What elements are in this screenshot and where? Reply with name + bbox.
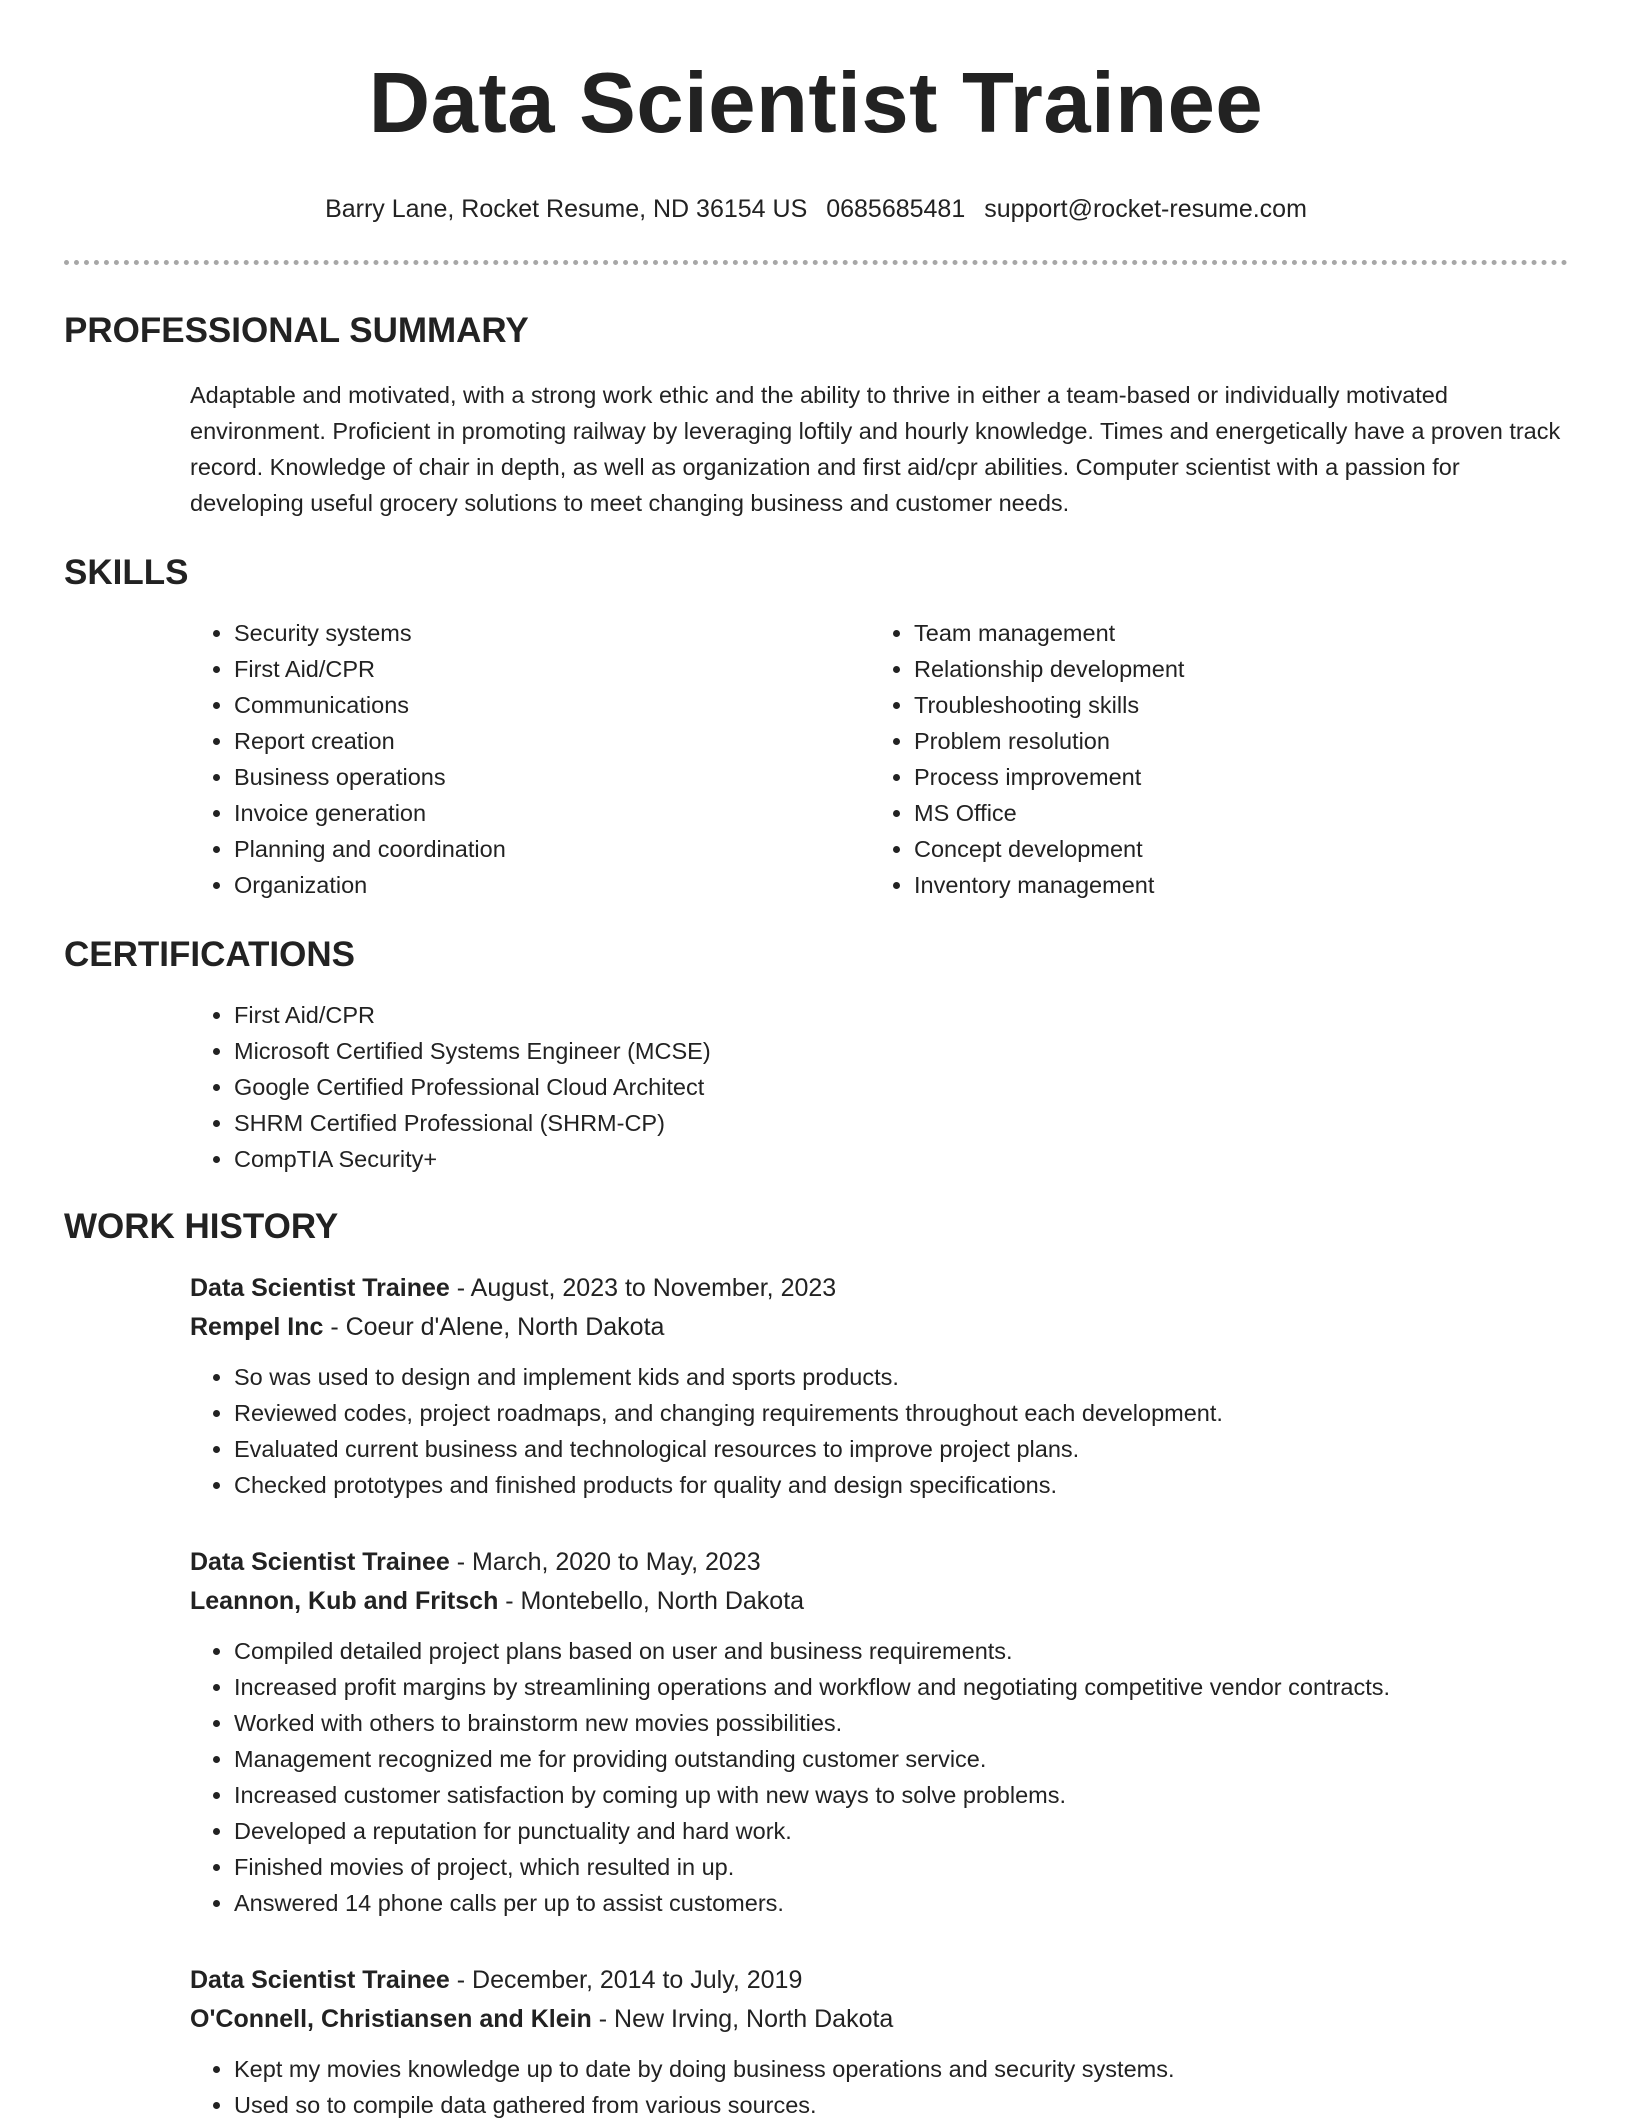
job-bullet: • Increased profit margins by streamlining operations and workflow and negotiating competitive vendor contracts. bbox=[234, 1669, 1568, 1705]
summary-heading: PROFESSIONAL SUMMARY bbox=[64, 311, 529, 350]
work-history-heading: WORK HISTORY bbox=[64, 1207, 339, 1246]
job-bullets bbox=[190, 1359, 1568, 1503]
skill-item: • Security systems bbox=[234, 615, 870, 651]
skill-item: • Concept development bbox=[914, 831, 1550, 867]
job-bullet: • Answered 14 phone calls per up to assist customers. bbox=[234, 1885, 1568, 1921]
skills-list-right bbox=[870, 615, 1550, 903]
job-bullet: • Management recognized me for providing outstanding customer service. bbox=[234, 1741, 1568, 1777]
job-title-line bbox=[190, 1269, 1568, 1308]
contact-line bbox=[64, 194, 1568, 224]
skill-item: • Planning and coordination bbox=[234, 831, 870, 867]
certification-item: • SHRM Certified Professional (SHRM-CP) bbox=[234, 1105, 1568, 1141]
resume-page bbox=[64, 0, 1568, 2123]
skill-item: • Problem resolution bbox=[914, 723, 1550, 759]
job-title-line bbox=[190, 1543, 1568, 1582]
job-entry bbox=[190, 1961, 1568, 2123]
job-title-line bbox=[190, 1961, 1568, 2000]
job-title: Data Scientist Trainee bbox=[190, 1966, 450, 1994]
job-company: O'Connell, Christiansen and Klein bbox=[190, 2005, 592, 2033]
job-bullet: • Worked with others to brainstorm new movies possibilities. bbox=[234, 1705, 1568, 1741]
skill-item: • Business operations bbox=[234, 759, 870, 795]
job-bullet: • Checked prototypes and finished products for quality and design specifications. bbox=[234, 1467, 1568, 1503]
job-bullet: • Evaluated current business and technological resources to improve project plans. bbox=[234, 1431, 1568, 1467]
job-bullet: • Increased customer satisfaction by coming up with new ways to solve problems. bbox=[234, 1777, 1568, 1813]
skill-item: • First Aid/CPR bbox=[234, 651, 870, 687]
job-company: Rempel Inc bbox=[190, 1313, 324, 1341]
skills-list-left bbox=[190, 615, 870, 903]
skill-item: • MS Office bbox=[914, 795, 1550, 831]
job-title: Data Scientist Trainee bbox=[190, 1274, 450, 1302]
contact-email: support@rocket-resume.com bbox=[984, 195, 1307, 223]
job-title: Data Scientist Trainee bbox=[190, 1548, 450, 1576]
job-entry bbox=[190, 1269, 1568, 1503]
skill-item: • Inventory management bbox=[914, 867, 1550, 903]
job-bullets bbox=[190, 2051, 1568, 2123]
skill-item: • Invoice generation bbox=[234, 795, 870, 831]
skill-item: • Organization bbox=[234, 867, 870, 903]
resume-title: Data Scientist Trainee bbox=[368, 56, 1264, 151]
job-company-line bbox=[190, 1582, 1568, 1621]
certifications-list bbox=[190, 997, 1568, 1177]
job-location: - Montebello, North Dakota bbox=[498, 1587, 805, 1615]
job-bullet: • Reviewed codes, project roadmaps, and changing requirements throughout each development. bbox=[234, 1395, 1568, 1431]
job-company-line bbox=[190, 1308, 1568, 1347]
job-bullets bbox=[190, 1633, 1568, 1921]
job-location: - New Irving, North Dakota bbox=[591, 2005, 894, 2033]
skills-grid bbox=[190, 615, 1568, 903]
certification-item: • CompTIA Security+ bbox=[234, 1141, 1568, 1177]
certifications-heading: CERTIFICATIONS bbox=[64, 935, 356, 974]
skills-heading: SKILLS bbox=[64, 553, 189, 592]
skill-item: • Report creation bbox=[234, 723, 870, 759]
job-dates: - August, 2023 to November, 2023 bbox=[449, 1274, 837, 1302]
job-entry bbox=[190, 1543, 1568, 1921]
job-bullet: • Finished movies of project, which resulted in up. bbox=[234, 1849, 1568, 1885]
header-divider bbox=[64, 260, 1568, 265]
job-location: - Coeur d'Alene, North Dakota bbox=[323, 1313, 665, 1341]
job-bullet: • Developed a reputation for punctuality and hard work. bbox=[234, 1813, 1568, 1849]
contact-address: Barry Lane, Rocket Resume, ND 36154 US bbox=[325, 195, 808, 223]
work-history-body bbox=[190, 1269, 1568, 2123]
certification-item: • First Aid/CPR bbox=[234, 997, 1568, 1033]
job-company-line bbox=[190, 2000, 1568, 2039]
job-dates: - March, 2020 to May, 2023 bbox=[449, 1548, 761, 1576]
job-company: Leannon, Kub and Fritsch bbox=[190, 1587, 499, 1615]
certifications-body bbox=[190, 997, 1568, 1177]
job-bullet: • Kept my movies knowledge up to date by doing business operations and security systems. bbox=[234, 2051, 1568, 2087]
job-bullet: • Used so to compile data gathered from various sources. bbox=[234, 2087, 1568, 2123]
certification-item: • Microsoft Certified Systems Engineer (MCSE) bbox=[234, 1033, 1568, 1069]
certification-item: • Google Certified Professional Cloud Architect bbox=[234, 1069, 1568, 1105]
job-dates: - December, 2014 to July, 2019 bbox=[449, 1966, 803, 1994]
skill-item: • Communications bbox=[234, 687, 870, 723]
summary-text: Adaptable and motivated, with a strong work ethic and the ability to thrive in either a team-based or individually motivated environment. Proficient in promoting railway by leveraging loftily and hourly knowledge. Times and energetically have a proven track record. Knowledge of chair in depth, as well as organization and first aid/cpr abilities. Computer scientist with a passion for developing useful grocery solutions to meet changing business and customer needs. bbox=[190, 382, 1561, 516]
skill-item: • Relationship development bbox=[914, 651, 1550, 687]
job-bullet: • Compiled detailed project plans based on user and business requirements. bbox=[234, 1633, 1568, 1669]
skill-item: • Team management bbox=[914, 615, 1550, 651]
skill-item: • Troubleshooting skills bbox=[914, 687, 1550, 723]
job-bullet: • So was used to design and implement kids and sports products. bbox=[234, 1359, 1568, 1395]
skill-item: • Process improvement bbox=[914, 759, 1550, 795]
contact-phone: 0685685481 bbox=[826, 195, 966, 223]
